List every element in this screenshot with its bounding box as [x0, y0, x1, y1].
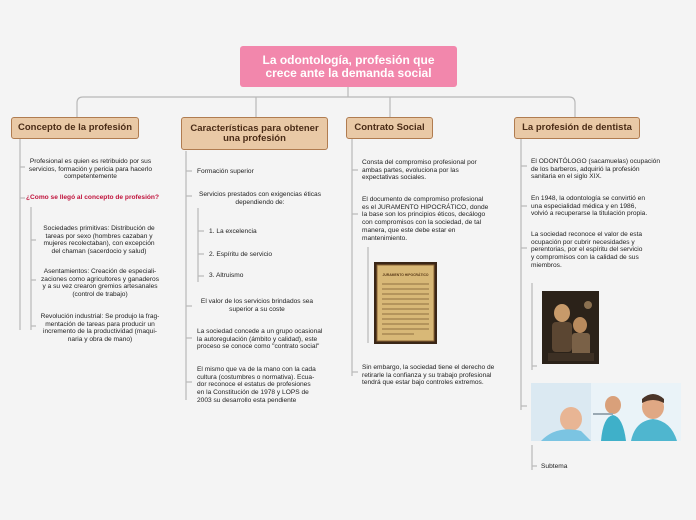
category-label: una profesión: [223, 132, 286, 144]
text-line: 2. Espíritu de servicio: [209, 251, 273, 258]
revolucion-industrial[interactable]: [36, 313, 164, 344]
item-altruismo[interactable]: [209, 272, 243, 280]
text-line: mujeres recolectaban), con excepción: [43, 240, 155, 248]
root-title-line: La odontología, profesión que: [262, 52, 435, 67]
text-line: El ODONTÓLOGO (sacamuelas) ocupación: [531, 158, 660, 165]
text-line: ambas partes, evoluciona por las: [362, 166, 459, 174]
text-line: la autoregulación (ámbito y calidad), este: [197, 335, 318, 343]
concepto-question[interactable]: [26, 194, 159, 202]
sociedad-reconoce[interactable]: [531, 231, 642, 270]
text-line: La sociedad concede a un grupo ocasional: [197, 328, 323, 335]
category-dentista[interactable]: [514, 117, 640, 139]
servicios-prestados[interactable]: [196, 191, 324, 206]
text-line: naria y obra de mano): [67, 336, 133, 344]
text-line: incremento de la productividad (maqui-: [43, 328, 157, 336]
text-line: cultura (costumbres o normativa). Ecua-: [197, 373, 315, 381]
documento-compromiso[interactable]: [362, 196, 488, 242]
sociedad-concede[interactable]: [197, 328, 322, 351]
text-line: 3. Altruismo: [209, 272, 244, 279]
formacion-superior[interactable]: [197, 168, 254, 176]
text-line: (control de trabajo): [72, 291, 128, 299]
text-line: la base son los principios éticos, decálogo: [362, 211, 486, 219]
subtema[interactable]: [541, 463, 567, 471]
asentamientos[interactable]: [36, 268, 164, 299]
text-line: El documento de compromiso profesional: [362, 196, 484, 203]
sociedades-primitivas[interactable]: [36, 225, 162, 256]
sin-embargo[interactable]: [362, 364, 494, 387]
odontologo-historia[interactable]: [531, 158, 660, 181]
text-line: ocupación por cubrir necesidades y: [531, 238, 635, 246]
text-line: y compromisos con la calidad de sus: [531, 254, 639, 262]
hippocratic-oath-image[interactable]: [374, 262, 437, 344]
item-espiritu[interactable]: [209, 251, 272, 259]
text-line: Sociedades primitivas: Distribución de: [43, 225, 155, 232]
text-line: retirarle la confianza y su trabajo profesional: [362, 371, 492, 379]
dentist-photo-icon: [531, 383, 681, 441]
item-excelencia[interactable]: [209, 228, 257, 236]
text-line: En 1948, la odontología se convirtió en: [531, 195, 646, 202]
text-line: Revolución industrial: Se produjo la frag-: [40, 313, 160, 320]
text-line: manera, que este debe estar en: [362, 226, 456, 234]
text-line: competentemente: [64, 173, 117, 181]
text-line: Servicios prestados con exigencias éticas: [198, 191, 322, 198]
mismo-cultura[interactable]: [197, 366, 316, 405]
text-line: Formación superior: [197, 168, 254, 175]
text-line: mentación de tareas para producir un: [45, 320, 155, 328]
modern-dentist-photo[interactable]: [531, 383, 681, 441]
text-line: El mismo que va de la mano con la cada: [197, 366, 316, 373]
oath-title: JURAMENTO HIPOCRÁTICO: [382, 273, 429, 277]
text-line: en la Constitución de 1978 y LOPS de: [197, 389, 309, 397]
category-label: La profesión de dentista: [522, 122, 632, 133]
text-line: 1. La excelencia: [209, 228, 257, 235]
valor-servicios[interactable]: [196, 298, 318, 313]
anio-1948[interactable]: [531, 195, 647, 218]
text-line: dependiendo de:: [235, 198, 285, 206]
text-line: dor reconoce el estatus de profesiones: [197, 381, 311, 389]
category-concepto[interactable]: [11, 117, 139, 139]
text-line: perentorias, por el espíritu del servicio: [531, 246, 643, 254]
root-topic[interactable]: [240, 46, 457, 87]
text-line: proceso se conoce como "contrato social": [197, 343, 320, 351]
text-line: superior a su coste: [229, 305, 285, 313]
text-line: servicios, formación y pericia para hacerlo: [28, 165, 153, 173]
text-line: del chaman (sacerdocio y salud): [51, 248, 147, 256]
text-line: volvió a recuperarse la titulación propia.: [531, 210, 648, 218]
text-line: Asentamientos: Creación de especiali-: [43, 268, 157, 275]
barber-dentist-painting[interactable]: [542, 291, 599, 364]
text-line: y a su vez crearon gremios artesanales: [42, 283, 158, 291]
concepto-definition[interactable]: [24, 158, 157, 181]
text-line: expectativas sociales.: [362, 174, 427, 182]
text-line: con compromisos con la sociedad, de tal: [362, 219, 482, 227]
category-label: Concepto de la profesión: [17, 122, 132, 133]
category-label: Características para obtener: [190, 122, 319, 134]
text-line: tareas por sexo (hombres cazaban y: [45, 232, 153, 240]
text-line: Subtema: [541, 463, 568, 470]
text-line: zaciones como agricultores y ganaderos: [40, 275, 160, 283]
text-line: una especialidad médica y en 1986,: [531, 202, 637, 210]
text-line: es el JURAMENTO HIPOCRÁTICO, donde: [362, 203, 489, 211]
text-line: ¿Como se llegó al concepto de profesión?: [26, 194, 159, 201]
text-line: tendrá que estar bajo controles extremos.: [362, 379, 484, 387]
text-line: sanitaria en el siglo XIX.: [531, 173, 602, 181]
category-contrato[interactable]: [346, 117, 433, 139]
category-caracteristicas[interactable]: [181, 117, 328, 150]
root-title-line: crece ante la demanda social: [265, 65, 432, 80]
text-line: miembros.: [531, 261, 562, 269]
category-label: Contrato Social: [354, 122, 425, 133]
text-line: La sociedad reconoce el valor de esta: [531, 231, 643, 238]
text-line: El valor de los servicios brindados sea: [200, 298, 314, 305]
text-line: 2003 su desarrollo esta pendiente: [197, 396, 297, 404]
text-line: Profesional es quien es retribuido por sus: [29, 158, 152, 165]
text-line: Sin embargo, la sociedad tiene el derecho de: [362, 364, 495, 371]
text-line: de los barberos, adquirió la profesión: [531, 165, 640, 173]
consta-compromiso[interactable]: [362, 159, 477, 182]
text-line: mantenimiento.: [362, 234, 408, 242]
text-line: Consta del compromiso profesional por: [362, 159, 477, 166]
painting-icon: [542, 291, 599, 364]
